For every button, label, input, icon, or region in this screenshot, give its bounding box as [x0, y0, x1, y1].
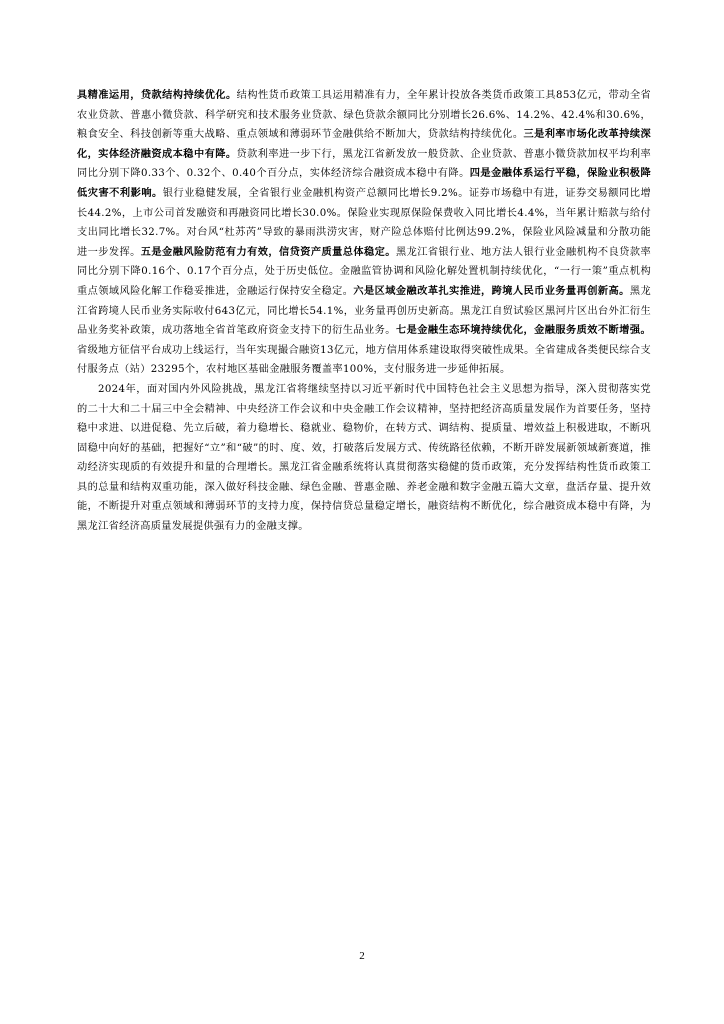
paragraph-2: 2024年，面对国内外风险挑战，黑龙江省将继续坚持以习近平新时代中国特色社会主义思想为指导，深入贯彻落实党的二十大和二十届三中全会精神、中央经济工作会议和中央金融工作会议精神，坚持把经济高质量发展作为首要任务，坚持稳中求进、以进促稳、先立后破，着力稳增长、稳就业、稳物价，在转方式、调结构、提质量、增效益上积极进取，不断巩固稳中向好的基础，把握好“立”和“破”的时、度、效，打破落后发展方式、传统路径依赖，不断开辟发展新领域新赛道，推动经济实现质的有效提升和量的合理增长。黑龙江省金融系统将认真贯彻落实稳健的货币政策，充分发挥结构性货币政策工具的总量和结构双重功能，深入做好科技金融、绿色金融、普惠金融、养老金融和数字金融五篇大文章，盘活存量、提升效能，不断提升对重点领域和薄弱环节的支持力度，保持信贷总量稳定增长，融资结构不断优化，综合融资成本稳中有降，为黑龙江省经济高质量发展提供强有力的金融支撑。: [77, 383, 651, 533]
heading-span-6: 六是区域金融改革扎实推进，跨境人民币业务量再创新高。: [353, 284, 630, 297]
text-span-6: 黑龙江省跨境人民币业务实际收付643亿元，同比增长54.1%，业务量再创历史新高。黑龙江自贸试验区黑河片区出台外汇衍生品业务奖补政策，成功落地全省首笔政府资金支持下的衍生品业务。: [77, 285, 651, 337]
text-span-3: 贷款利率进一步下行，黑龙江省新发放一般贷款、企业贷款、普惠小微贷款加权平均利率同比分别下降0.33个、0.32个、0.40个百分点，实体经济综合融资成本稳中有降。: [77, 148, 651, 180]
text-span-7: 省级地方征信平台成功上线运行，当年实现撮合融资13亿元，地方信用体系建设取得突破性成果。全省建成各类便民综合支付服务点（站）23295个，农村地区基础金融服务覆盖率100%，支付服务进一步延伸拓展。: [77, 344, 651, 376]
text-span-1: 结构性货币政策工具运用精准有力，全年累计投放各类货币政策工具853亿元，带动全省农业贷款、普惠小微贷款、科学研究和技术服务业贷款、绿色贷款余额同比分别增长26.6%、14.2%、42.4%和30.6%，粮食安全、科技创新等重大战略、重点领域和薄弱环节金融供给不断加大，贷款结构持续优化。: [77, 90, 651, 141]
page-number: 2: [359, 950, 365, 962]
heading-span-3: 三是利率市场化改革持续深化，实体经济融资成本稳中有降。: [77, 128, 651, 160]
text-span-4: 银行业稳健发展，全省银行业金融机构资产总额同比增长9.2%。证券市场稳中有进，证券交易额同比增长44.2%，上市公司首发融资和再融资同比增长30.0%。保险业实现原保险保费收入同比增长4.4%，当年累计赔款与给付支出同比增长32.7%。对台风“杜苏芮”导致的暴雨洪涝灾害，财产险总体赔付比例达99.2%，保险业风险减量和分散功能进一步发挥。: [77, 187, 651, 258]
heading-span-4: 四是金融体系运行平稳，保险业积极降低灾害不利影响。: [77, 167, 652, 199]
text-span-5: 黑龙江省银行业、地方法人银行业金融机构不良贷款率同比分别下降0.16个、0.17个百分点，处于历史低位。金融监管协调和风险化解处置机制持续优化，“一行一策”重点机构重点领域风险化解工作稳妥推进，金融运行保持安全稳定。: [77, 246, 651, 297]
heading-span-5: 五是金融风险防范有力有效，信贷资产质量总体稳定。: [140, 245, 396, 258]
document-body: [77, 86, 651, 537]
paragraph-1: [77, 86, 651, 380]
heading-span-7: 七是金融生态环境持续优化，金融服务质效不断增强。: [395, 324, 651, 337]
heading-span-1: 具精准运用，贷款结构持续优化。: [77, 89, 237, 101]
